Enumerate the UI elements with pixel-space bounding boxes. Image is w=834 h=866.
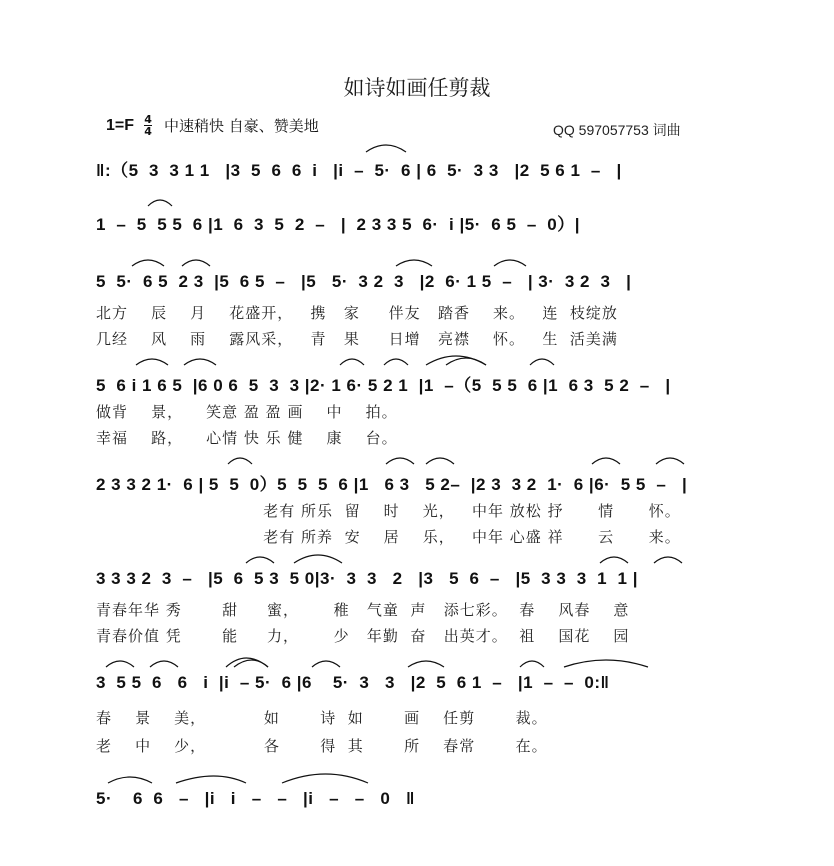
slur-marks — [96, 152, 746, 182]
lyrics-verse-1: 北方 辰 月 花盛开， 携 家 伴友 踏香 来。 连 枝绽放 — [96, 304, 618, 322]
song-title: 如诗如画任剪裁 — [343, 76, 491, 100]
notes-line: 3 5 5 6 6 i |i – 5· 6 |6 5· 3 3 |2 5 6 1 – |1 – – 0:‖ — [96, 673, 610, 692]
staff-row-1 — [96, 152, 746, 182]
slur-marks — [96, 669, 746, 699]
slur-marks — [96, 206, 746, 236]
notes-line: 1 – 5 5 5 6 |1 6 3 5 2 – | 2 3 3 5 6· i |5· 6 5 – 0）| — [96, 215, 580, 234]
slur-marks — [96, 268, 746, 298]
notes-line: 3 3 3 2 3 – |5 6 5 3 5 0|3· 3 3 2 |3 5 6 – |5 3 3 3 1 1 | — [96, 569, 638, 588]
lyrics-verse-1: 春 景 美， 如 诗 如 画 任剪 裁。 — [96, 709, 548, 727]
slur-marks — [96, 565, 746, 595]
lyrics-verse-1: 做背 景， 笑意 盈 盈 画 中 拍。 — [96, 403, 398, 421]
slur-marks — [96, 785, 746, 815]
lyrics-verse-2: 几经 风 雨 露风采， 青 果 日增 亮襟 怀。 生 活美满 — [96, 330, 618, 348]
notes-line: 5 6 i 1 6 5 |6 0 6 5 3 3 |2· 1 6· 5 2 1 |1 –（5 5 5 6 |1 6 3 5 2 – | — [96, 376, 671, 395]
staff-row-4 — [96, 367, 746, 447]
slur-marks — [96, 367, 746, 397]
notes-line: 5 5· 6 5 2 3 |5 6 5 – |5 5· 3 2 3 |2 6· 1 5 – | 3· 3 2 3 | — [96, 272, 632, 291]
staff-row-6 — [96, 565, 746, 645]
lyrics-verse-2: 青春价值 凭 能 力， 少 年勤 奋 出英才。 祖 国花 园 — [96, 627, 630, 645]
author-credit: QQ 597057753 词曲 — [553, 122, 681, 138]
staff-row-2 — [96, 206, 746, 236]
notes-line: 2 3 3 2 1· 6 | 5 5 0）5 5 5 6 |1 6 3 5 2– |2 3 3 2 1· 6 |6· 5 5 – | — [96, 475, 688, 494]
staff-row-7 — [96, 669, 746, 755]
tempo-marking: 中速稍快 自豪、赞美地 — [164, 117, 319, 135]
slur-marks — [96, 466, 746, 496]
staff-row-5 — [96, 466, 746, 546]
key-signature: 1=F — [106, 116, 135, 134]
notes-line: 5· 6 6 – |i i – – |i – – 0 ‖ — [96, 789, 415, 808]
lyrics-verse-2: 老 中 少， 各 得 其 所 春常 在。 — [96, 737, 548, 755]
notes-line: ‖:（5 3 3 1 1 |3 5 6 6 i |i – 5· 6 | 6 5· 3 3 |2 5 6 1 – | — [96, 161, 622, 180]
score-header — [106, 114, 319, 137]
lyrics-verse-2: 老有 所养 安 居 乐， 中年 心盛 祥 云 来。 — [96, 528, 681, 546]
staff-row-3 — [96, 268, 746, 348]
staff-row-8 — [96, 785, 746, 825]
lyrics-verse-1: 老有 所乐 留 时 光， 中年 放松 抒 情 怀。 — [96, 502, 681, 520]
time-signature: $\frac{4}{4}$ — [144, 113, 152, 138]
lyrics-verse-2: 幸福 路， 心情 快 乐 健 康 台。 — [96, 429, 398, 447]
lyrics-verse-1: 青春年华 秀 甜 蜜， 稚 气童 声 添七彩。 春 风春 意 — [96, 601, 630, 619]
